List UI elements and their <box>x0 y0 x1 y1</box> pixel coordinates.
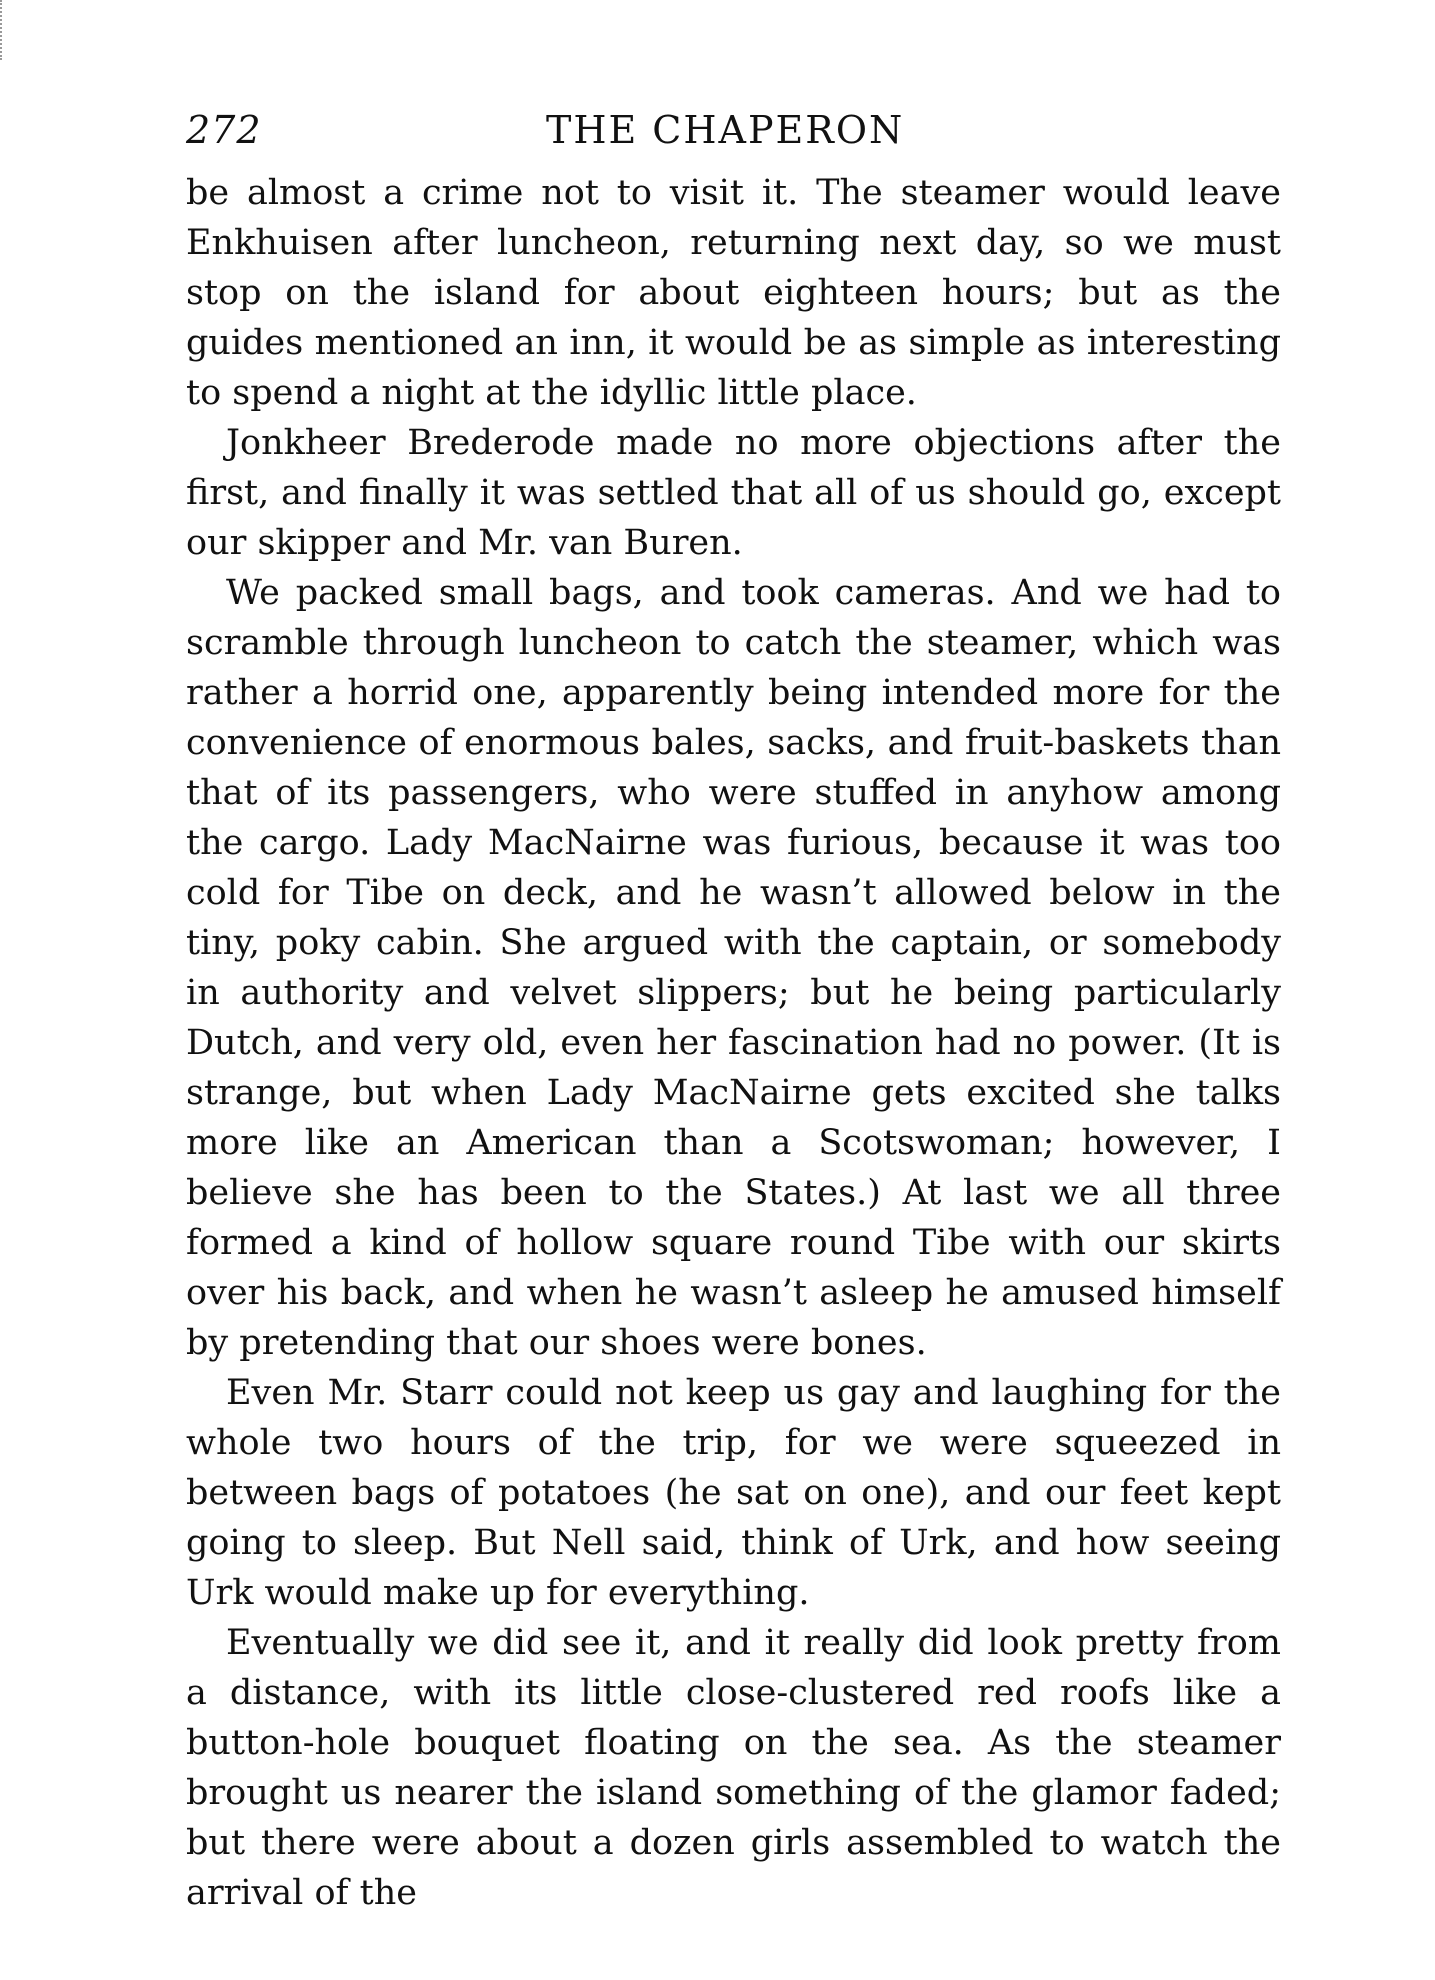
page-header <box>186 108 1286 168</box>
paragraph-2: Jonkheer Brederode made no more objections after the first, and finally it was settled that all of us should go, except our skipper and Mr. van Buren. <box>186 423 1281 563</box>
page-number: 272 <box>186 108 262 152</box>
paragraph-4: Even Mr. Starr could not keep us gay and laughing for the whole two hours of the trip, for we were squeezed in between bags of potatoes (he sat on one), and our feet kept going to sleep. But Nell said, think of Urk, and how seeing Urk would make up for everything. <box>186 1373 1281 1613</box>
body-text <box>186 168 1281 1918</box>
paragraph-3: We packed small bags, and took cameras. And we had to scramble through luncheon to catch the steamer, which was rather a horrid one, apparently being intended more for the convenience of enormous bales, sacks, and fruit-baskets than that of its passengers, who were stuffed in anyhow among the cargo. Lady MacNairne was furious, because it was too cold for Tibe on deck, and he wasn’t allowed below in the tiny, poky cabin. She argued with the captain, or somebody in authority and velvet slippers; but he being particularly Dutch, and very old, even her fascination had no power. (It is strange, but when Lady MacNairne gets excited she talks more like an American than a Scotswoman; however, I believe she has been to the States.) At last we all three formed a kind of hollow square round Tibe with our skirts over his back, and when he wasn’t asleep he amused himself by pretending that our shoes were bones. <box>186 573 1281 1363</box>
scan-edge-mark <box>0 0 6 60</box>
paragraph-1: be almost a crime not to visit it. The steamer would leave Enkhuisen after luncheon, returning next day, so we must stop on the island for about eighteen hours; but as the guides mentioned an inn, it would be as simple as interesting to spend a night at the idyllic little place. <box>186 173 1281 413</box>
running-head: THE CHAPERON <box>546 108 905 152</box>
paragraph-5: Eventually we did see it, and it really did look pretty from a distance, with its little close-clustered red roofs like a button-hole bouquet floating on the sea. As the steamer brought us nearer the island something of the glamor faded; but there were about a dozen girls assembled to watch the arrival of the <box>186 1623 1281 1913</box>
